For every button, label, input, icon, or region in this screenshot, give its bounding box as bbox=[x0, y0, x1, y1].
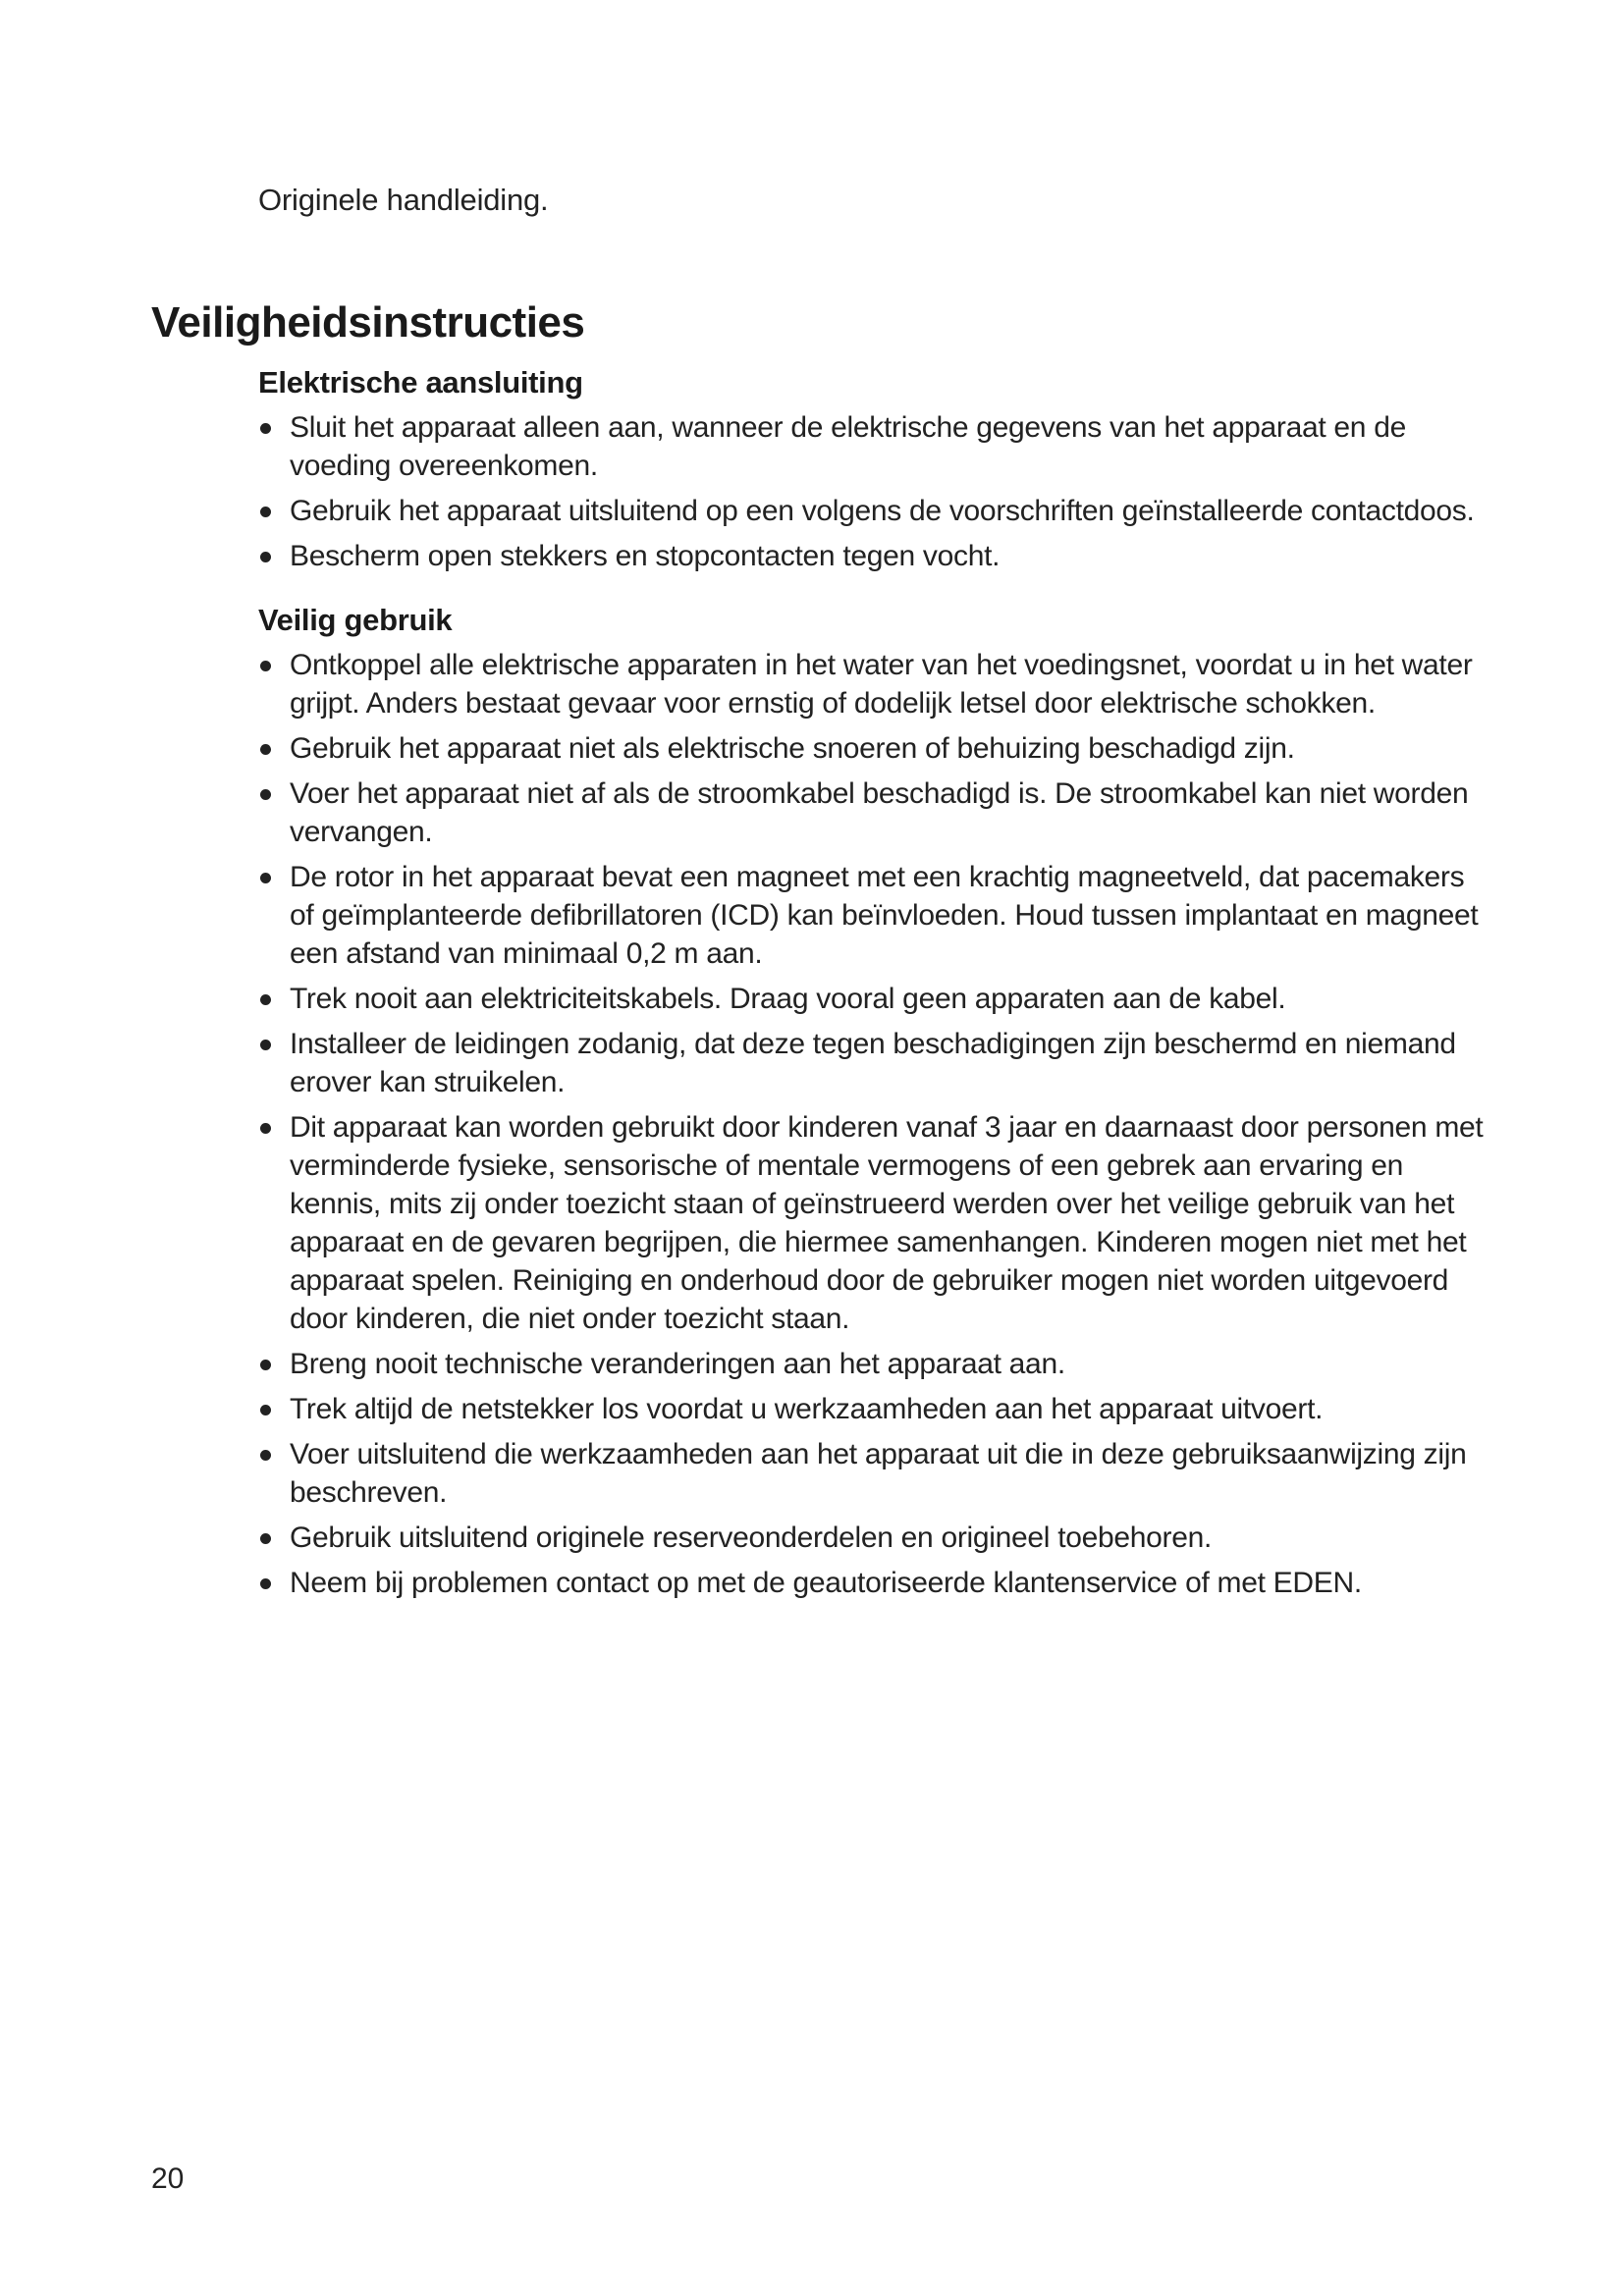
list-item bbox=[258, 1025, 1486, 1101]
bullet-icon bbox=[260, 1360, 271, 1370]
list-item-text: Breng nooit technische veranderingen aan het apparaat aan. bbox=[290, 1348, 1065, 1380]
bullet-icon bbox=[260, 661, 271, 671]
section-heading: Veilig gebruik bbox=[258, 603, 453, 637]
bullet-icon bbox=[260, 1533, 271, 1544]
bullet-icon bbox=[260, 789, 271, 800]
list-item bbox=[258, 1435, 1486, 1512]
list-item bbox=[258, 1564, 1486, 1602]
list-item bbox=[258, 1390, 1486, 1428]
intro-text: Originele handleiding. bbox=[258, 183, 549, 217]
list-item-text: De rotor in het apparaat bevat een magneet met een krachtig magneetveld, dat pacemakers of geïmplanteerde defibrillatoren (ICD) kan beïnvloeden. Houd tussen implantaat en magneet een afstand van minimaal 0,2 m aan. bbox=[290, 861, 1479, 970]
page-title: Veiligheidsinstructies bbox=[151, 298, 585, 347]
list-item bbox=[258, 408, 1486, 485]
list-item-text: Gebruik het apparaat niet als elektrische snoeren of behuizing beschadigd zijn. bbox=[290, 732, 1295, 765]
content-area bbox=[258, 363, 1486, 1609]
bullet-icon bbox=[260, 507, 271, 517]
list-item-text: Trek nooit aan elektriciteitskabels. Draag vooral geen apparaten aan de kabel. bbox=[290, 983, 1286, 1015]
list-item-text: Bescherm open stekkers en stopcontacten tegen vocht. bbox=[290, 540, 1001, 572]
list-item bbox=[258, 1345, 1486, 1383]
bullet-icon bbox=[260, 1040, 271, 1050]
bullet-icon bbox=[260, 873, 271, 883]
bullet-icon bbox=[260, 1123, 271, 1134]
list-item-text: Installeer de leidingen zodanig, dat deze tegen beschadigingen zijn beschermd en niemand erover kan struikelen. bbox=[290, 1028, 1456, 1098]
bullet-list bbox=[258, 408, 1486, 575]
bullet-icon bbox=[260, 552, 271, 562]
list-item-text: Dit apparaat kan worden gebruikt door kinderen vanaf 3 jaar en daarnaast door personen met verminderde fysieke, sensorische of mentale vermogens of een gebrek aan ervaring en kennis, mits zij onder toezicht staan of geïnstrueerd werden over het veilige gebruik van het apparaat en de gevaren begrijpen, die hiermee samenhangen. Kinderen mogen niet met het apparaat spelen. Reiniging en onderhoud door de gebruiker mogen niet worden uitgevoerd door kinderen, die niet onder toezicht staan. bbox=[290, 1111, 1484, 1335]
list-item bbox=[258, 492, 1486, 530]
list-item-text: Voer uitsluitend die werkzaamheden aan het apparaat uit die in deze gebruiksaanwijzing zijn beschreven. bbox=[290, 1438, 1467, 1509]
bullet-icon bbox=[260, 1405, 271, 1415]
bullet-icon bbox=[260, 994, 271, 1005]
list-item bbox=[258, 537, 1486, 575]
list-item bbox=[258, 980, 1486, 1018]
list-item-text: Sluit het apparaat alleen aan, wanneer de elektrische gegevens van het apparaat en de voeding overeenkomen. bbox=[290, 411, 1407, 482]
bullet-icon bbox=[260, 744, 271, 755]
page-number: 20 bbox=[151, 2163, 185, 2195]
bullet-icon bbox=[260, 423, 271, 434]
bullet-icon bbox=[260, 1450, 271, 1461]
bullet-icon bbox=[260, 1578, 271, 1589]
list-item-text: Trek altijd de netstekker los voordat u werkzaamheden aan het apparaat uitvoert. bbox=[290, 1393, 1324, 1425]
list-item-text: Gebruik uitsluitend originele reserveonderdelen en origineel toebehoren. bbox=[290, 1522, 1213, 1554]
list-item bbox=[258, 646, 1486, 722]
list-item-text: Voer het apparaat niet af als de stroomkabel beschadigd is. De stroomkabel kan niet worden vervangen. bbox=[290, 777, 1469, 848]
list-item bbox=[258, 729, 1486, 768]
list-item bbox=[258, 1108, 1486, 1338]
list-item bbox=[258, 858, 1486, 973]
list-item bbox=[258, 1519, 1486, 1557]
section-electrical-connection bbox=[258, 363, 1486, 575]
list-item-text: Ontkoppel alle elektrische apparaten in het water van het voedingsnet, voordat u in het water grijpt. Anders bestaat gevaar voor ernstig of dodelijk letsel door elektrische schokken. bbox=[290, 649, 1473, 720]
section-safe-use bbox=[258, 601, 1486, 1602]
bullet-list bbox=[258, 646, 1486, 1602]
list-item bbox=[258, 774, 1486, 851]
list-item-text: Gebruik het apparaat uitsluitend op een volgens de voorschriften geïnstalleerde contactdoos. bbox=[290, 495, 1475, 527]
section-heading: Elektrische aansluiting bbox=[258, 365, 583, 400]
list-item-text: Neem bij problemen contact op met de geautoriseerde klantenservice of met EDEN. bbox=[290, 1567, 1362, 1599]
